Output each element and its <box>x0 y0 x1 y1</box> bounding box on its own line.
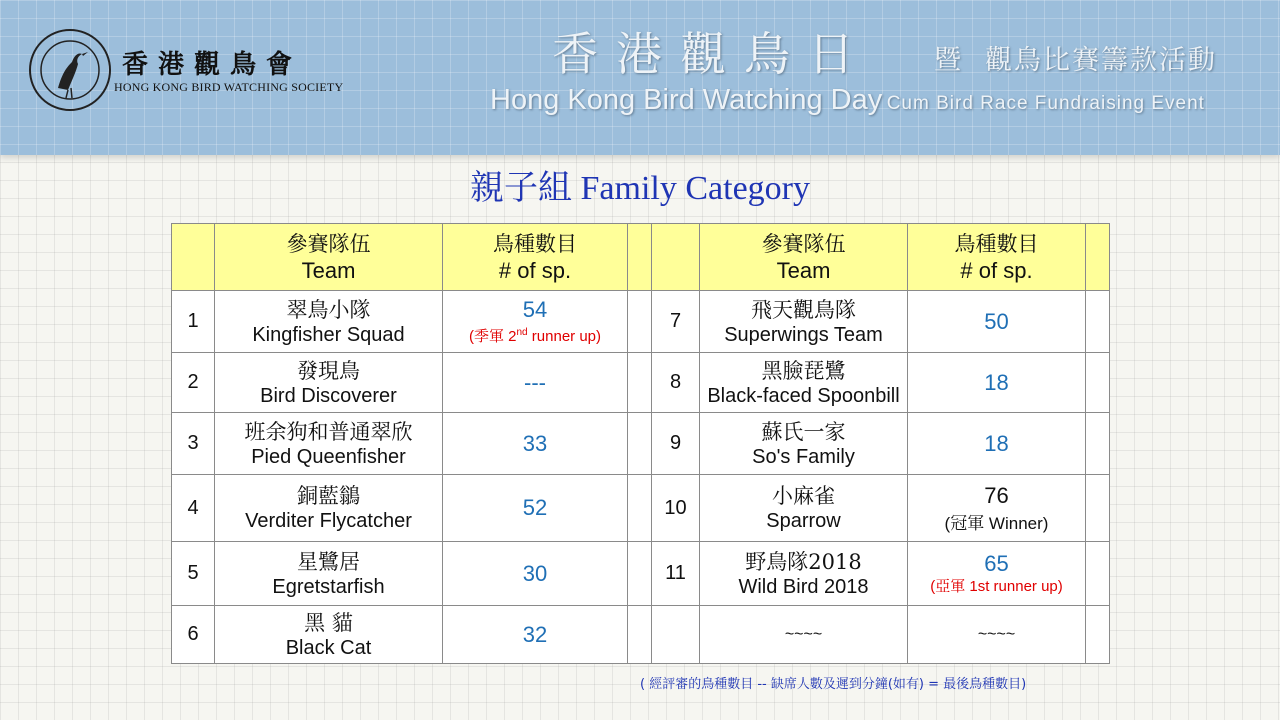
society-name-cn: 香港觀鳥會 <box>122 50 303 80</box>
species-count: 52 <box>443 475 628 542</box>
scoring-footnote: ( 經評審的鳥種數目 -- 缺席人數及遲到分鐘(如有) = 最後鳥種數目) <box>640 677 1027 692</box>
team-name-placeholder: ~~~~ <box>700 606 908 664</box>
table-row <box>172 291 1110 353</box>
spacer-cell <box>1086 542 1110 606</box>
table-row <box>172 413 1110 475</box>
spacer-cell <box>1086 475 1110 542</box>
team-number: 8 <box>652 353 700 413</box>
species-count-winner: 76 (冠軍 Winner) <box>908 475 1086 542</box>
team-name: 翠鳥小隊 Kingfisher Squad <box>215 291 443 353</box>
table-row <box>172 542 1110 606</box>
header-species-right: 鳥種數目 # of sp. <box>908 224 1086 291</box>
header-no-right <box>652 224 700 291</box>
society-logo-icon <box>28 28 112 112</box>
header-banner <box>0 0 1280 155</box>
species-count: 54 (季軍 2nd runner up) <box>443 291 628 353</box>
team-number: 3 <box>172 413 215 475</box>
team-name: 野鳥隊2018 Wild Bird 2018 <box>700 542 908 606</box>
spacer-cell <box>628 413 652 475</box>
header-spacer-left <box>628 224 652 291</box>
event-subtitle-cn-text: 觀鳥比賽籌款活動 <box>985 45 1217 76</box>
results-table <box>171 223 1110 664</box>
species-count: 32 <box>443 606 628 664</box>
spacer-cell <box>628 291 652 353</box>
award-note: (冠軍 Winner) <box>944 513 1049 533</box>
event-subtitle-cn <box>934 38 1217 77</box>
team-number: 5 <box>172 542 215 606</box>
table-row <box>172 475 1110 542</box>
team-number: 4 <box>172 475 215 542</box>
event-title-en-sub: Cum Bird Race Fundraising Event <box>886 93 1205 114</box>
award-note: (季軍 2nd runner up) <box>468 326 601 345</box>
header-spacer-right <box>1086 224 1110 291</box>
team-name: 黑 貓 Black Cat <box>215 606 443 664</box>
species-count-placeholder: ~~~~ <box>908 606 1086 664</box>
spacer-cell <box>628 606 652 664</box>
table-row <box>172 606 1110 664</box>
spacer-cell <box>1086 353 1110 413</box>
team-number: 10 <box>652 475 700 542</box>
header-team-right: 參賽隊伍 Team <box>700 224 908 291</box>
species-count: 30 <box>443 542 628 606</box>
team-name-winner: 小麻雀 Sparrow <box>700 475 908 542</box>
event-title-join: 暨 <box>934 45 963 76</box>
species-count: 65 (亞軍 1st runner up) <box>908 542 1086 606</box>
event-title-cn: 香港觀鳥日 <box>552 27 872 81</box>
spacer-cell <box>1086 606 1110 664</box>
team-name: 星鷺居 Egretstarfish <box>215 542 443 606</box>
species-count: --- <box>443 353 628 413</box>
team-number: 1 <box>172 291 215 353</box>
table-header-row <box>172 224 1110 291</box>
species-count: 18 <box>908 353 1086 413</box>
team-name: 蘇氏一家 So's Family <box>700 413 908 475</box>
award-note: (亞軍 1st runner up) <box>930 577 1063 595</box>
team-name: 班余狗和普通翠欣 Pied Queenfisher <box>215 413 443 475</box>
species-count: 33 <box>443 413 628 475</box>
team-number: 11 <box>652 542 700 606</box>
spacer-cell <box>628 542 652 606</box>
spacer-cell <box>1086 291 1110 353</box>
team-name: 發現鳥 Bird Discoverer <box>215 353 443 413</box>
team-name: 飛天觀鳥隊 Superwings Team <box>700 291 908 353</box>
spacer-cell <box>628 475 652 542</box>
team-number: 9 <box>652 413 700 475</box>
spacer-cell <box>1086 413 1110 475</box>
team-number: 2 <box>172 353 215 413</box>
team-name: 銅藍鶲 Verditer Flycatcher <box>215 475 443 542</box>
species-count: 50 <box>908 291 1086 353</box>
header-no-left <box>172 224 215 291</box>
team-number: 6 <box>172 606 215 664</box>
team-number <box>652 606 700 664</box>
event-title-en-main: Hong Kong Bird Watching Day <box>490 84 883 116</box>
header-species-left: 鳥種數目 # of sp. <box>443 224 628 291</box>
table-row <box>172 353 1110 413</box>
spacer-cell <box>628 353 652 413</box>
team-number: 7 <box>652 291 700 353</box>
category-title: 親子組 Family Category <box>470 170 810 207</box>
team-name: 黑臉琵鷺 Black-faced Spoonbill <box>700 353 908 413</box>
header-team-left: 參賽隊伍 Team <box>215 224 443 291</box>
event-title-en <box>490 84 1205 117</box>
species-count: 18 <box>908 413 1086 475</box>
society-name-en: HONG KONG BIRD WATCHING SOCIETY <box>114 80 344 94</box>
